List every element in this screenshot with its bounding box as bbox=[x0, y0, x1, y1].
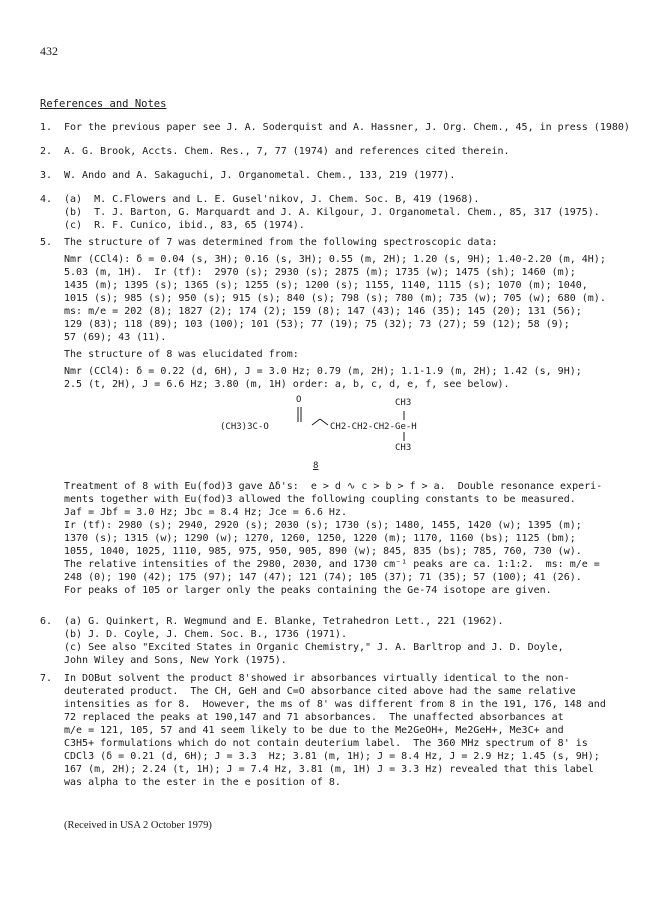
reference-text: W. Ando and A. Sakaguchi, J. Organometal. Chem., 133, 219 (1977). bbox=[64, 170, 456, 181]
reference-text: (c) See also "Excited States in Organic Chemistry," J. A. Barltrop and J. D. Doyle, bbox=[64, 642, 564, 653]
reference-4 bbox=[40, 193, 660, 232]
reference-text: 5.03 (m, 1H). Ir (tf): 2970 (s); 2930 (s); 2875 (m); 1735 (w); 1475 (sh); 1460 (m); bbox=[64, 267, 576, 278]
reference-text: 1370 (s); 1315 (w); 1290 (w); 1270, 1260, 1250, 1220 (m); 1170, 1160 (bs); 1125 (bm); bbox=[64, 533, 576, 544]
reference-text: (a) G. Quinkert, R. Wegmund and E. Blanke, Tetrahedron Lett., 221 (1962). bbox=[64, 616, 504, 627]
ester-bond bbox=[320, 419, 328, 425]
page-number: 432 bbox=[40, 44, 58, 58]
reference-number: 7. bbox=[40, 673, 53, 684]
reference-text: 1435 (m); 1395 (s); 1365 (s); 1255 (s); 1200 (s); 1155, 1140, 1115 (s); 1070 (m); 1040, bbox=[64, 280, 588, 291]
reference-text: C3H5+ formulations which do not contain deuterium label. The 360 MHz spectrum of 8' is bbox=[64, 738, 588, 749]
reference-text: John Wiley and Sons, New York (1975). bbox=[64, 655, 287, 666]
reference-text: 2.5 (t, 2H), J = 6.6 Hz; 3.80 (m, 1H) order: a, b, c, d, e, f, see below). bbox=[64, 379, 510, 390]
reference-text: intensities as for 8. However, the ms of 8' was different from 8 in the 191, 176, 148 and bbox=[64, 699, 606, 710]
reference-text: Ir (tf): 2980 (s); 2940, 2920 (s); 2030 (s); 1730 (s); 1480, 1455, 1420 (w); 1395 (m); bbox=[64, 520, 582, 531]
reference-text: In DOBut solvent the product 8'showed ir absorbances virtually identical to the non- bbox=[64, 673, 570, 684]
reference-number: 1. bbox=[40, 122, 53, 133]
reference-text: The structure of 8 was elucidated from: bbox=[64, 349, 299, 360]
reference-text: 57 (69); 43 (11). bbox=[64, 332, 167, 343]
reference-7 bbox=[40, 672, 660, 789]
reference-2 bbox=[40, 145, 660, 158]
reference-text: Treatment of 8 with Eu(fod)3 gave Δδ's: e > d ∿ c > b > f > a. Double resonance experi- bbox=[64, 481, 603, 492]
alkyl-germane-chain: CH2-CH2-CH2-Ge-H bbox=[330, 422, 417, 432]
top-methyl: CH3 bbox=[395, 398, 412, 408]
reference-text: For the previous paper see J. A. Soderquist and A. Hassner, J. Org. Chem., 45, in press (1980) bbox=[64, 122, 630, 133]
reference-number: 4. bbox=[40, 194, 53, 205]
chemical-structure-8 bbox=[220, 395, 440, 475]
reference-6 bbox=[40, 615, 660, 667]
reference-text: 129 (83); 118 (89); 103 (100); 101 (53); 77 (19); 75 (32); 73 (27); 59 (12); 58 (9); bbox=[64, 319, 570, 330]
reference-text: 1055, 1040, 1025, 1110, 985, 975, 950, 905, 890 (w); 845, 835 (bs); 785, 760, 730 (w). bbox=[64, 546, 582, 557]
reference-text: (c) R. F. Cunico, ibid., 83, 65 (1974). bbox=[64, 220, 305, 231]
compound-label: 8 bbox=[313, 461, 319, 471]
reference-text: m/e = 121, 105, 57 and 41 seem likely to be due to the Me2GeOH+, Me2GeH+, Me3C+ and bbox=[64, 725, 564, 736]
section-heading: References and Notes bbox=[40, 98, 167, 110]
reference-text: The structure of 7 was determined from the following spectroscopic data: bbox=[64, 237, 498, 248]
reference-text: The relative intensities of the 2980, 2030, and 1730 cm⁻¹ peaks are ca. 1:1:2. ms: m/e = bbox=[64, 559, 600, 570]
carbonyl-oxygen: O bbox=[296, 395, 302, 405]
reference-text: (a) M. C.Flowers and L. E. Gusel'nikov, J. Chem. Soc. B, 419 (1968). bbox=[64, 194, 480, 205]
reference-text: Nmr (CCl4): δ = 0.04 (s, 3H); 0.16 (s, 3H); 0.55 (m, 2H); 1.20 (s, 9H); 1.40-2.20 (m, 4H); bbox=[64, 254, 606, 265]
reference-text: 72 replaced the peaks at 190,147 and 71 absorbances. The unaffected absorbances at bbox=[64, 712, 564, 723]
reference-text: 248 (0); 190 (42); 175 (97); 147 (47); 121 (74); 105 (37); 71 (35); 57 (100); 41 (26). bbox=[64, 572, 582, 583]
reference-text: 1015 (s); 985 (s); 950 (s); 915 (s); 840 (s); 798 (s); 780 (m); 735 (w); 705 (w); 680 (m). bbox=[64, 293, 606, 304]
reference-number: 5. bbox=[40, 237, 53, 248]
tert-butoxy-group: (CH3)3C-O bbox=[220, 422, 269, 432]
reference-text: CDCl3 (δ = 0.21 (d, 6H); J = 3.3 Hz; 3.81 (m, 1H); J = 8.4 Hz, J = 2.9 Hz; 1.45 (s, 9H); bbox=[64, 751, 600, 762]
reference-text: Jaf = Jbf = 3.0 Hz; Jbc = 8.4 Hz; Jce = 6.6 Hz. bbox=[64, 507, 347, 518]
reference-number: 2. bbox=[40, 146, 53, 157]
reference-text: Nmr (CCl4): δ = 0.22 (d, 6H), J = 3.0 Hz; 0.79 (m, 2H); 1.1-1.9 (m, 2H); 1.42 (s, 9H); bbox=[64, 366, 582, 377]
reference-number: 3. bbox=[40, 170, 53, 181]
bottom-methyl: CH3 bbox=[395, 443, 412, 453]
reference-text: was alpha to the ester in the e position of 8. bbox=[64, 777, 341, 788]
reference-text: ms: m/e = 202 (8); 1827 (2); 174 (2); 159 (8); 147 (43); 146 (35); 145 (20); 131 (56); bbox=[64, 306, 582, 317]
reference-1 bbox=[40, 121, 660, 134]
reference-text: For peaks of 105 or larger only the peaks containing the Ge-74 isotope are given. bbox=[64, 585, 552, 596]
ester-bond bbox=[312, 419, 320, 425]
reference-number: 6. bbox=[40, 616, 53, 627]
reference-5 bbox=[40, 236, 660, 391]
reference-text: (b) T. J. Barton, G. Marquardt and J. A. Kilgour, J. Organometal. Chem., 85, 317 (1975). bbox=[64, 207, 600, 218]
reference-3 bbox=[40, 169, 660, 182]
reference-text: A. G. Brook, Accts. Chem. Res., 7, 77 (1974) and references cited therein. bbox=[64, 146, 510, 157]
received-date: (Received in USA 2 October 1979) bbox=[64, 820, 212, 831]
reference-5-continued bbox=[40, 480, 660, 597]
reference-text: ments together with Eu(fod)3 allowed the following coupling constants to be measured. bbox=[64, 494, 576, 505]
reference-text: (b) J. D. Coyle, J. Chem. Soc. B., 1736 (1971). bbox=[64, 629, 347, 640]
reference-text: deuterated product. The CH, GeH and C=O absorbance cited above had the same relative bbox=[64, 686, 576, 697]
reference-text: 167 (m, 2H); 2.24 (t, 1H); J = 7.4 Hz, 3.81 (m, 1H) J = 3.3 Hz) revealed that this label bbox=[64, 764, 594, 775]
